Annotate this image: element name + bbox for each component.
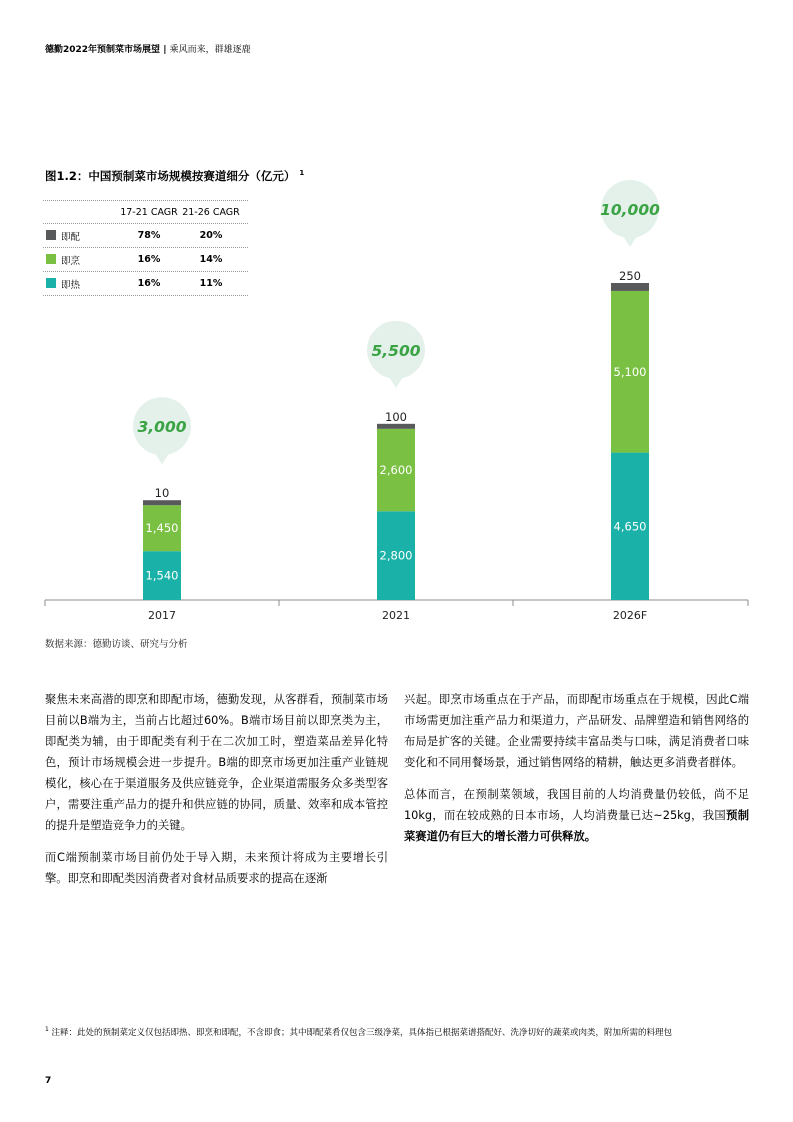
total-bubble-pointer	[153, 450, 171, 464]
bar-value-label: 2,800	[379, 548, 413, 563]
header-title: 德勤2022年预制菜市场展望	[45, 45, 161, 55]
bar-value-label: 250	[619, 269, 641, 283]
legend-cagr2-value: 20%	[199, 230, 223, 241]
legend-header-cagr2: 21-26 CAGR	[182, 207, 240, 218]
legend-header-cagr1: 17-21 CAGR	[120, 207, 178, 218]
bar-value-label: 1,540	[145, 568, 179, 583]
paragraph: 兴起。即烹市场重点在于产品，而即配市场重点在于规模，因此C端市场需更加注重产品力和渠道力，产品研发、品牌塑造和销售网络的布局是扩客的关键。企业需要持续丰富品类与口味，满足消费者口味变化和不同用餐场景，通过销售网络的精耕，触达更多消费者群体。	[404, 693, 749, 769]
body-column-right	[404, 689, 749, 858]
total-value-label: 3,000	[137, 418, 187, 437]
total-value-label: 10,000	[600, 201, 660, 219]
figure-footnote-ref: 1	[299, 169, 305, 178]
category-label: 2017	[148, 609, 176, 622]
total-bubble-pointer	[621, 233, 639, 247]
page-number: 7	[45, 1076, 52, 1086]
legend-cagr1-value: 78%	[137, 230, 161, 241]
bar-value-label: 1,450	[145, 521, 179, 536]
bar-即配-2017	[143, 500, 181, 505]
bar-value-label: 100	[385, 409, 407, 424]
paragraph-bold-text: 预制菜赛道仍有巨大的增长潜力可供释放。	[404, 809, 749, 843]
legend-cagr2-value: 11%	[199, 278, 223, 289]
footnote	[45, 1022, 750, 1041]
bar-value-label: 4,650	[613, 519, 647, 534]
paragraph: 而C端预制菜市场目前仍处于导入期，未来预计将成为主要增长引擎。即烹和即配类因消费者对食材品质要求的提高在逐渐	[45, 851, 388, 885]
bar-value-label: 2,600	[379, 463, 413, 478]
category-label: 2026F	[612, 609, 648, 622]
body-column-left	[45, 689, 388, 900]
legend-cagr2-value: 14%	[199, 254, 223, 265]
legend-label: 即配	[61, 232, 81, 243]
legend-label: 即烹	[61, 256, 81, 267]
bar-value-label: 5,100	[613, 364, 647, 379]
figure-title-text: 图1.2：中国预制菜市场规模按赛道细分（亿元）	[45, 169, 296, 183]
footnote-text: 注释：此处的预制菜定义仅包括即热、即烹和即配，不含即食；其中即配菜肴仅包含三级净菜，具体指已根据菜谱搭配好、洗净切好的蔬菜或肉类，附加所需的料理包	[51, 1027, 673, 1038]
data-source: 数据来源：德勤访谈、研究与分析	[45, 639, 188, 650]
legend-cagr1-value: 16%	[137, 254, 161, 265]
legend-cagr1-value: 16%	[137, 278, 161, 289]
header-separator: |	[160, 45, 170, 55]
bar-即配-2026F	[611, 283, 649, 291]
footnote-marker: 1	[45, 1026, 49, 1033]
header-subtitle: 乘风而来，群雄逐鹿	[169, 45, 251, 55]
paragraph	[404, 784, 749, 847]
category-label: 2021	[382, 609, 410, 622]
total-bubble-pointer	[387, 374, 405, 388]
total-value-label: 5,500	[371, 341, 421, 360]
bar-value-label: 10	[154, 486, 170, 501]
legend-label: 即热	[61, 280, 81, 291]
paragraph-text: 总体而言，在预制菜领域，我国目前的人均消费量仍较低，尚不足10kg，而在较成熟的日本市场，人均消费量已达~25kg，我国	[404, 788, 749, 822]
paragraph: 聚焦未来高潜的即烹和即配市场，德勤发现，从客群看，预制菜市场目前以B端为主，当前占比超过60%。B端市场目前以即烹类为主，即配类为辅，由于即配类有利于在二次加工时，塑造菜品差异化特色，预计市场规模会进一步提升。B端的即烹市场更加注重产业链规模化，核心在于渠道服务及供应链竞争，企业渠道需服务众多类型客户，需要注重产品力的提升和供应链的协同，质量、效率和成本管控的提升是塑造竞争力的关键。	[45, 693, 388, 832]
bar-即配-2021	[377, 424, 415, 429]
